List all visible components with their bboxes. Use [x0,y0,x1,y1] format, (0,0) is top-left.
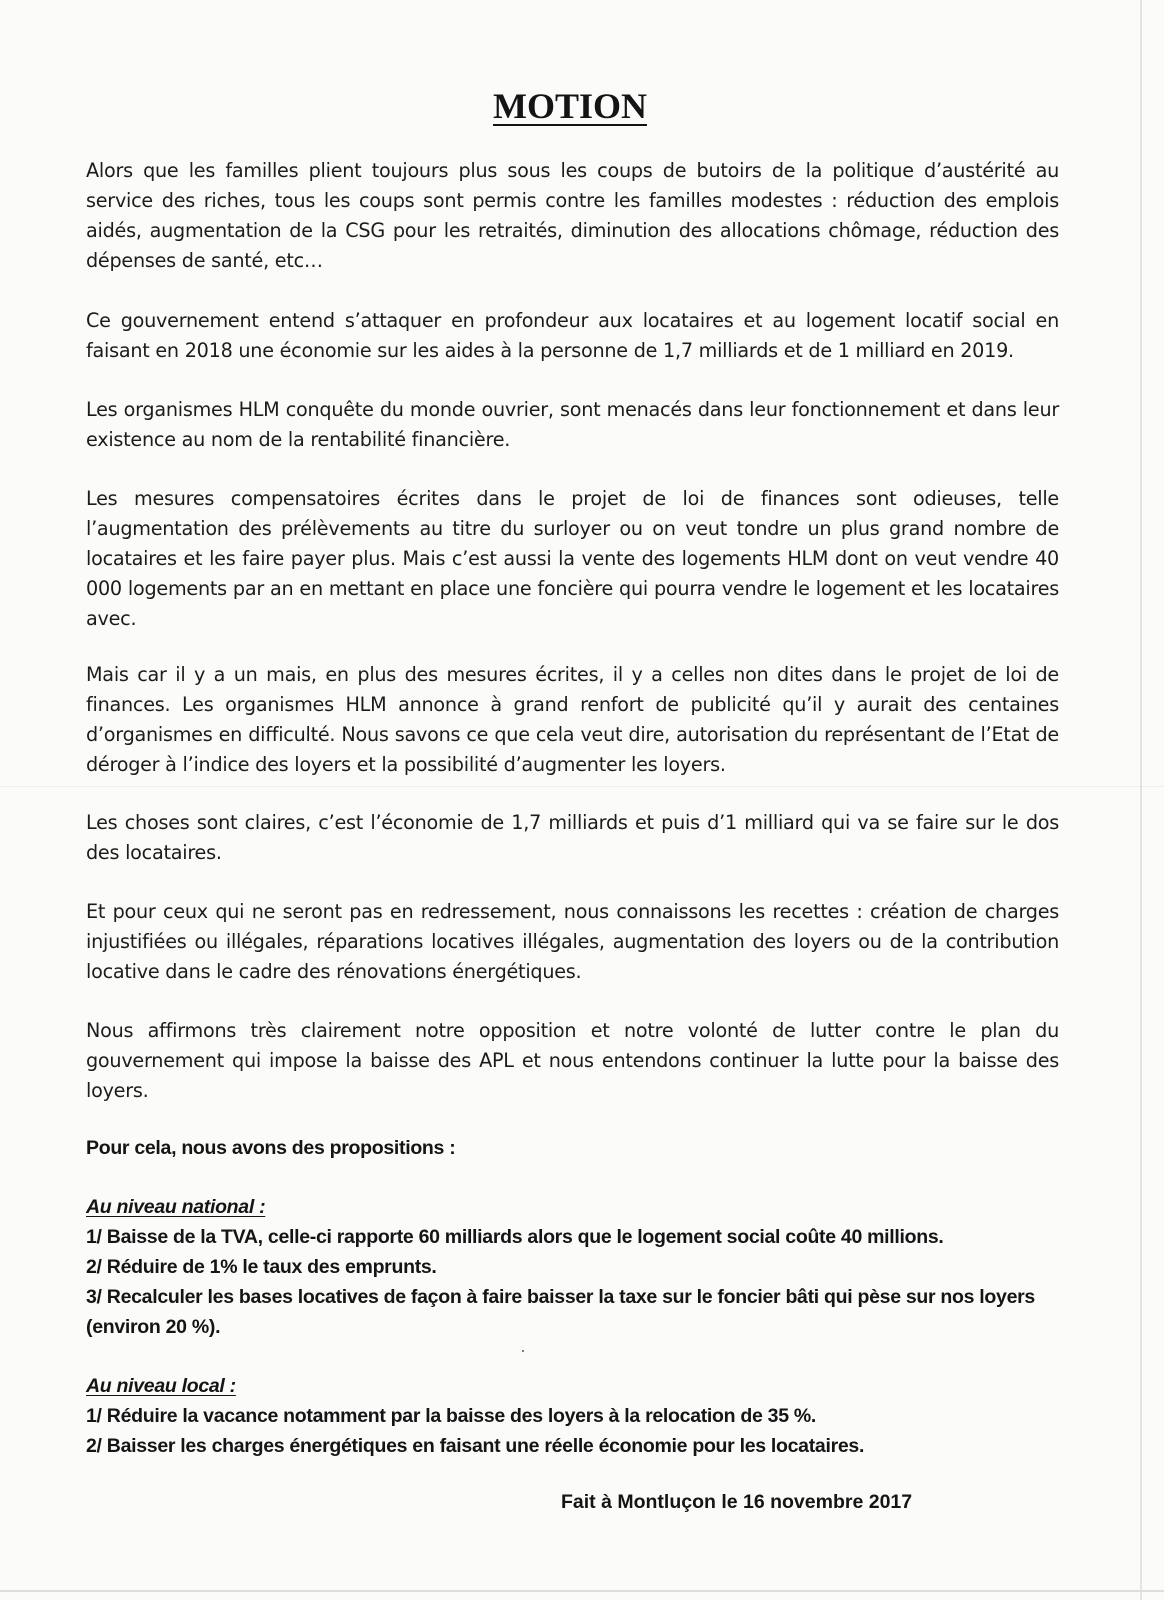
paragraph-government: Ce gouvernement entend s’attaquer en profondeur aux locataires et au logement locatif social en faisant en 2018 une économie sur les aides à la personne de 1,7 milliards et de 1 milliard en 2019. [86,309,1059,362]
paper-fold-line [0,786,1164,787]
national-item-3: 3/ Recalculer les bases locatives de façon à faire baisser la taxe sur le foncier bâti qui pèse sur nos loyers (environ 20 %). [86,1286,1035,1338]
paragraph-compensatory-measures: Les mesures compensatoires écrites dans le projet de loi de finances sont odieuses, telle l’augmentation des prélèvements au titre du surloyer ou on veut tondre un plus grand nombre de locataires et les faire payer plus. Mais c’est aussi la vente des logements HLM dont on veut vendre 40 000 logements par an en mettant en place une foncière qui pourra vendre le logement et les locataires avec. [86,487,1059,630]
local-item-2: 2/ Baisser les charges énergétiques en faisant une réelle économie pour les locataires. [86,1435,865,1457]
paragraph-clear-things: Les choses sont claires, c’est l’économie de 1,7 milliards et puis d’1 milliard qui va se faire sur le dos des locataires. [86,811,1059,864]
propositions-intro: Pour cela, nous avons des propositions : [86,1137,456,1159]
national-heading-label: Au niveau national : [86,1196,266,1218]
national-item-2: 2/ Réduire de 1% le taux des emprunts. [86,1256,437,1278]
scan-edge-bottom [0,1590,1164,1592]
signature-line: Fait à Montluçon le 16 novembre 2017 [561,1491,913,1513]
national-item-1: 1/ Baisse de la TVA, celle-ci rapporte 60 milliards alors que le logement social coûte 40 millions. [86,1226,944,1248]
paragraph-recipes: Et pour ceux qui ne seront pas en redressement, nous connaissons les recettes : création de charges injustifiées ou illégales, réparations locatives illégales, augmentation des loyers ou de la contribution locative dans le cadre des rénovations énergétiques. [86,900,1059,983]
paragraph-unsaid-measures: Mais car il y a un mais, en plus des mesures écrites, il y a celles non dites dans le projet de loi de finances. Les organismes HLM annonce à grand renfort de publicité qu’il y aurait des centaines d’organismes en difficulté. Nous savons ce que cela veut dire, autorisation du représentant de l’Etat de déroger à l’indice des loyers et la possibilité d’augmenter les loyers. [86,663,1059,776]
national-heading [86,1192,1059,1222]
local-item-1: 1/ Réduire la vacance notamment par la baisse des loyers à la relocation de 35 %. [86,1405,817,1427]
document-title: MOTION [492,86,647,126]
local-heading-label: Au niveau local : [86,1375,236,1397]
scan-speck [522,1350,524,1352]
paragraph-hlm-organisms: Les organismes HLM conquête du monde ouvrier, sont menacés dans leur fonctionnement et dans leur existence au nom de la rentabilité financière. [86,398,1059,451]
paragraph-opposition: Nous affirmons très clairement notre opposition et notre volonté de lutter contre le plan du gouvernement qui impose la baisse des APL et nous entendons continuer la lutte pour la baisse des loyers. [86,1019,1059,1102]
scan-edge-right [1140,0,1142,1600]
local-heading [86,1371,1059,1401]
paragraph-austerity: Alors que les familles plient toujours plus sous les coups de butoirs de la politique d’austérité au service des riches, tous les coups sont permis contre les familles modestes : réduction des emplois aidés, augmentation de la CSG pour les retraités, diminution des allocations chômage, réduction des dépenses de santé, etc… [86,159,1059,272]
